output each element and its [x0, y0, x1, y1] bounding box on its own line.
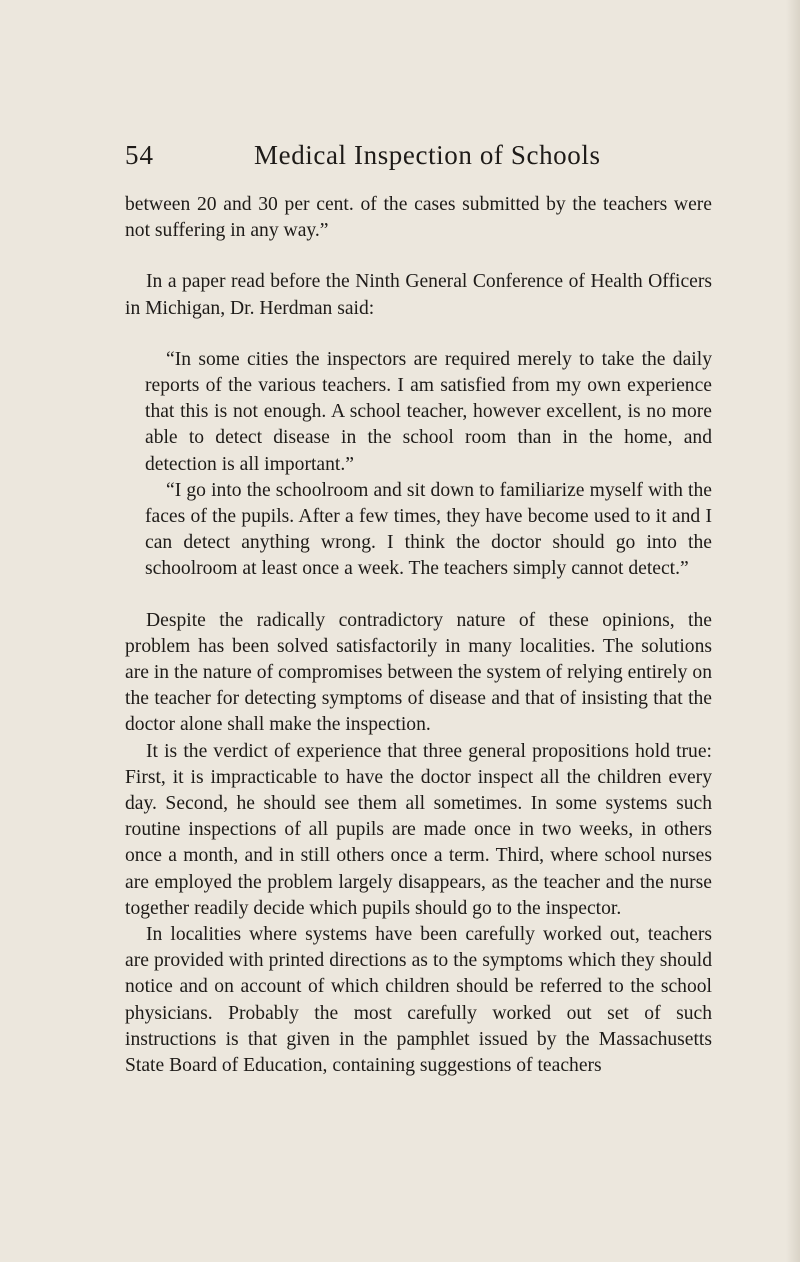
quote-paragraph-2: “I go into the schoolroom and sit down to familiarize myself with the faces of the pupils. After a few times, they have become used to it and I can detect anything wrong. I think the doctor should go into the schoolroom at least once a week. The teachers simply cannot detect.”	[145, 479, 712, 580]
paragraph-intro-quote: In a paper read before the Ninth General Conference of Health Officers in Michigan, Dr. Herdman said:	[125, 271, 712, 319]
quote-paragraph-1: “In some cities the inspectors are required merely to take the daily reports of the various teachers. I am satisfied from my own experience that this is not enough. A school teacher, however excellent, is no more able to detect disease in the school room than in the home, and detection is all important.”	[145, 348, 712, 475]
page-number: 54	[125, 140, 154, 170]
body-text	[125, 192, 712, 1079]
paragraph-despite: Despite the radically contradictory nature of these opinions, the problem has been solved satisfactorily in many localities. The solutions are in the nature of compromises between the system of relying entirely on the teacher for detecting symptoms of disease and that of insisting that the doctor alone shall make the inspection.	[125, 609, 712, 736]
block-quote	[125, 347, 712, 583]
paragraph-continuation: between 20 and 30 per cent. of the cases submitted by the teachers were not suffering in any way.”	[125, 194, 712, 242]
paragraph-localities: In localities where systems have been carefully worked out, teachers are provided with printed directions as to the symptoms which they should notice and on account of which children should be referred to the school physicians. Probably the most carefully worked out set of such instructions is that given in the pamphlet issued by the Massachusetts State Board of Education, containing suggestions of teachers	[125, 924, 712, 1077]
running-title: Medical Inspection of Schools	[254, 140, 601, 170]
paragraph-verdict: It is the verdict of experience that three general propositions hold true: First, it is impracticable to have the doctor inspect all the children every day. Second, he should see them all sometimes. In some systems such routine inspections of all pupils are made once in two weeks, in others once a month, and in still others once a term. Third, where school nurses are employed the problem largely disappears, as the teacher and the nurse together readily decide which pupils should go to the inspector.	[125, 740, 712, 919]
page-header	[0, 140, 800, 180]
page-edge	[786, 0, 800, 1262]
